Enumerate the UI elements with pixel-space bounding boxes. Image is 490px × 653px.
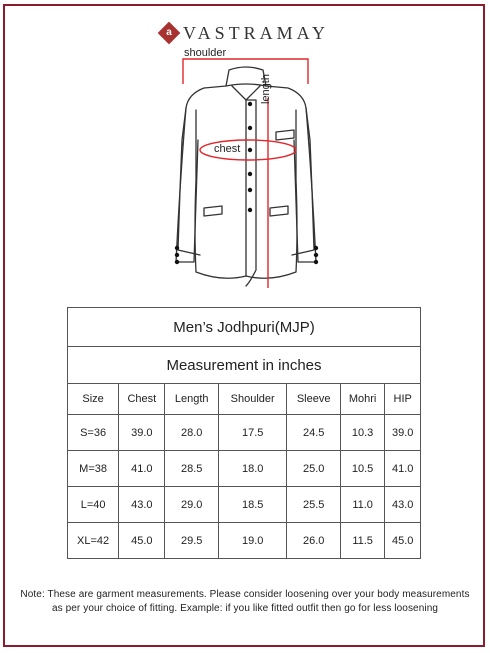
table-cell: 43.0	[385, 487, 421, 523]
shoulder-guide	[183, 59, 308, 84]
shoulder-label: shoulder	[184, 47, 227, 59]
header-cell: Size	[68, 384, 119, 415]
table-row	[68, 523, 421, 559]
table-cell: 18.0	[218, 451, 287, 487]
table-cell: 39.0	[385, 415, 421, 451]
table-cell: 24.5	[287, 415, 340, 451]
jodhpuri-diagram	[0, 0, 490, 300]
table-cell: 17.5	[218, 415, 287, 451]
chest-label: chest	[214, 143, 241, 155]
table-cell: 18.5	[218, 487, 287, 523]
table-title: Men’s Jodhpuri(MJP)	[68, 308, 421, 347]
table-cell: 10.3	[340, 415, 384, 451]
fitting-note	[20, 588, 470, 616]
header-cell: Length	[165, 384, 218, 415]
table-cell: 25.5	[287, 487, 340, 523]
table-cell: 19.0	[218, 523, 287, 559]
header-cell: Chest	[119, 384, 165, 415]
table-cell: 25.0	[287, 451, 340, 487]
table-cell: 41.0	[119, 451, 165, 487]
length-label: length	[260, 74, 272, 104]
brand-name: VASTRAMAY	[182, 22, 330, 43]
table-cell: 28.5	[165, 451, 218, 487]
table-cell: XL=42	[68, 523, 119, 559]
table-cell: 29.0	[165, 487, 218, 523]
header-cell: Shoulder	[218, 384, 287, 415]
note-line: Note: These are garment measurements. Please consider loosening over your body measurements	[20, 589, 470, 600]
table-cell: 11.0	[340, 487, 384, 523]
table-cell: 45.0	[385, 523, 421, 559]
header-cell: Mohri	[340, 384, 384, 415]
table-row	[68, 415, 421, 451]
table-cell: 29.5	[165, 523, 218, 559]
table-subtitle: Measurement in inches	[68, 347, 421, 384]
table-cell: M=38	[68, 451, 119, 487]
table-cell: 28.0	[165, 415, 218, 451]
size-chart-table	[67, 307, 421, 559]
header-cell: Sleeve	[287, 384, 340, 415]
header-cell: HIP	[385, 384, 421, 415]
table-cell: S=36	[68, 415, 119, 451]
table-cell: L=40	[68, 487, 119, 523]
table-cell: 43.0	[119, 487, 165, 523]
table-row	[68, 451, 421, 487]
table-cell: 10.5	[340, 451, 384, 487]
note-line: as per your choice of fitting. Example: if you like fitted outfit then go for less loosening	[51, 603, 439, 614]
table-cell: 11.5	[340, 523, 384, 559]
table-cell: 45.0	[119, 523, 165, 559]
table-header-row	[68, 384, 421, 415]
brand-mark-letter: a	[166, 27, 172, 38]
table-cell: 41.0	[385, 451, 421, 487]
table-row	[68, 487, 421, 523]
table-cell: 39.0	[119, 415, 165, 451]
table-cell: 26.0	[287, 523, 340, 559]
